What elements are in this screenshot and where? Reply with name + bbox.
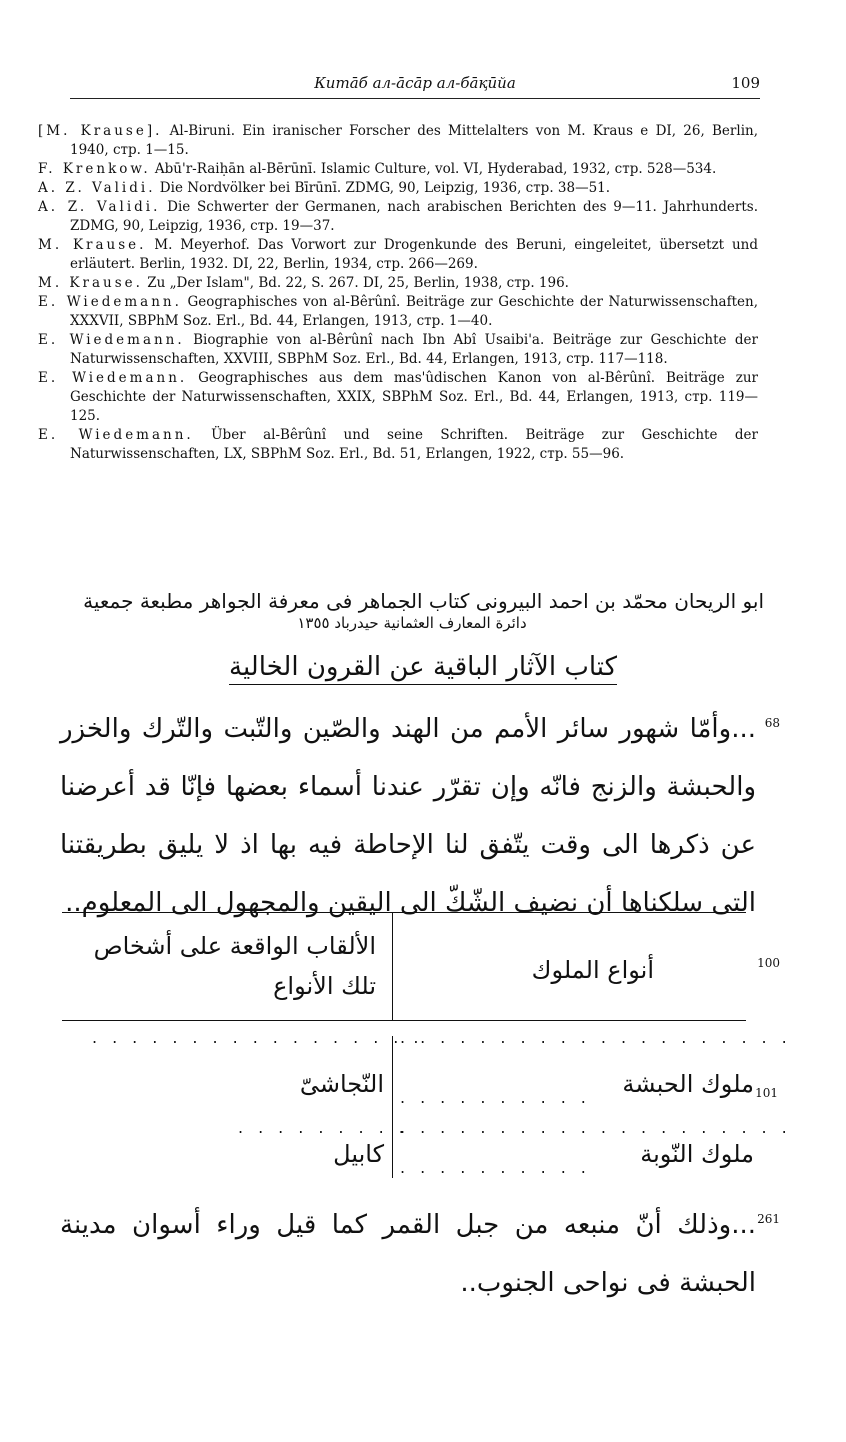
running-title: Китāб ал-āсāр ал-бāқūйа — [314, 74, 516, 92]
bib-author: M. Krause. — [38, 275, 143, 291]
arabic-source-imprint: دائرة المعارف العثمانية حيدرباد ١٣٥٥ — [297, 614, 527, 632]
bibliography-entry — [38, 369, 758, 426]
bib-author: E. Wiedemann. — [38, 370, 188, 386]
bib-author: E. Wiedemann. — [38, 332, 185, 348]
arabic-passage: ...وأمّا شهور سائر الأمم من الهند والصّين والتّبت والتّرك والخزر والحبشة والزنج فانّه وإن تقرّر عندنا أسماء بعضها فإنّا قد أعرضنا عن ذكرها الى وقت يتّفق لنا الإحاطة فيه بها اذ لا يليق بطريقتنا التى سلكناها أن نضيف الشّكّ الى اليقين والمجهول الى المعلوم.. — [60, 714, 756, 918]
bib-author: E. Wiedemann. — [38, 427, 194, 443]
section-marker: 101 — [755, 1086, 778, 1100]
section-marker: 100 — [757, 956, 780, 970]
bibliography-entry — [38, 426, 758, 464]
table-cell-title: كابيل — [333, 1140, 384, 1168]
leader-dots: .................... — [400, 1118, 802, 1137]
leader-dots: .................... — [400, 1028, 802, 1047]
arabic-passage: ...وذلك أنّ منبعه من جبل القمر كما قيل وراء أسوان مدينة الحبشة فى نواحى الجنوب.. — [60, 1210, 756, 1298]
arabic-source-line: ابو الريحان محمّد بن احمد البيرونى كتاب الجماهر فى معرفة الجواهر مطبعة جمعية — [83, 589, 764, 613]
bibliography-entry — [38, 179, 758, 198]
bibliography-entry — [38, 331, 758, 369]
bib-author: [M. Krause]. — [38, 123, 163, 139]
bib-text: Geographisches aus dem mas'ûdischen Kanon von al-Bêrûnî. Beiträge zur Geschichte der Naturwissenschaften, XXIX, SBPhM Soz. Erl., Bd. 44, Erlangen, 1913, стр. 119—125. — [70, 370, 758, 424]
bibliography-list — [38, 122, 758, 464]
bibliography-entry — [38, 160, 758, 179]
leader-dots: .......... — [400, 1158, 601, 1177]
bib-text: Biographie von al-Bêrûnî nach Ibn Abî Usaibi'a. Beiträge zur Geschichte der Naturwissenschaften, XXVIII, SBPhM Soz. Erl., Bd. 44, Erlangen, 1913, стр. 117—118. — [70, 332, 758, 367]
leader-dots: ................. — [92, 1028, 434, 1047]
bib-text: Über al-Bêrûnî und seine Schriften. Beiträge zur Geschichte der Naturwissenschaften, LX, SBPhM Soz. Erl., Bd. 51, Erlangen, 1922, стр. 55—96. — [70, 427, 759, 462]
bib-text: Al-Biruni. Ein iranischer Forscher des Mittelalters von M. Kraus e DI, 26, Berlin, 1940, стр. 1—15. — [70, 123, 758, 158]
bibliography-entry — [38, 293, 758, 331]
bib-author: A. Z. Validi. — [38, 199, 161, 215]
bib-author: M. Krause. — [38, 237, 147, 253]
bib-text: Zu „Der Islam", Bd. 22, S. 267. DI, 25, Berlin, 1938, стр. 196. — [142, 275, 569, 291]
table-header-titles: الألقاب الواقعة على أشخاص تلك الأنواع — [93, 932, 376, 1000]
bib-text: Geographisches von al-Bêrûnî. Beiträge zur Geschichte der Naturwissenschaften, XXXVII, SBPhM Soz. Erl., Bd. 44, Erlangen, 1913, стр. 1—40. — [70, 294, 759, 329]
section-marker: 261 — [757, 1212, 780, 1226]
section-marker: 68 — [764, 716, 780, 730]
table-top-rule — [62, 912, 746, 913]
table-header-kinds: أنواع الملوك — [531, 956, 654, 984]
page-header — [70, 74, 760, 99]
bib-text: Die Nordvölker bei Bīrūnī. ZDMG, 90, Leipzig, 1936, стр. 38—51. — [155, 180, 611, 196]
table-cell-kind: ملوك الحبشة — [622, 1070, 754, 1098]
table-cell-title: النّجاشىّ — [299, 1070, 384, 1098]
arabic-book-title-text: كتاب الآثار الباقية عن القرون الخالية — [229, 652, 617, 685]
table-cell-kind: ملوك النّوبة — [640, 1140, 754, 1168]
bibliography-entry — [38, 236, 758, 274]
bib-text: Die Schwerter der Germanen, nach arabischen Berichten des 9—11. Jahrhunderts. ZDMG, 90, Leipzig, 1936, стр. 19—37. — [70, 199, 758, 234]
page-number: 109 — [731, 74, 760, 92]
table-header-rule — [62, 1020, 746, 1021]
bib-text: Abū'r-Raiḥān al-Bērūnī. Islamic Culture, vol. VI, Hyderabad, 1932, стр. 528—534. — [150, 161, 717, 177]
table-body-divider — [392, 1036, 393, 1178]
bibliography-entry — [38, 198, 758, 236]
leader-dots: .......... — [400, 1088, 601, 1107]
table-header-divider — [392, 912, 393, 1020]
bib-text: M. Meyerhof. Das Vorwort zur Drogenkunde des Beruni, eingeleitet, übersetzt und erläutert. Berlin, 1932. DI, 22, Berlin, 1934, стр. 266—269. — [70, 237, 758, 272]
leader-dots: ......... — [238, 1118, 419, 1137]
bib-author: E. Wiedemann. — [38, 294, 182, 310]
arabic-book-title — [80, 652, 766, 682]
bib-author: A. Z. Validi. — [38, 180, 156, 196]
bibliography-entry — [38, 122, 758, 160]
bibliography-entry — [38, 274, 758, 293]
bib-author: F. Krenkow. — [38, 161, 151, 177]
